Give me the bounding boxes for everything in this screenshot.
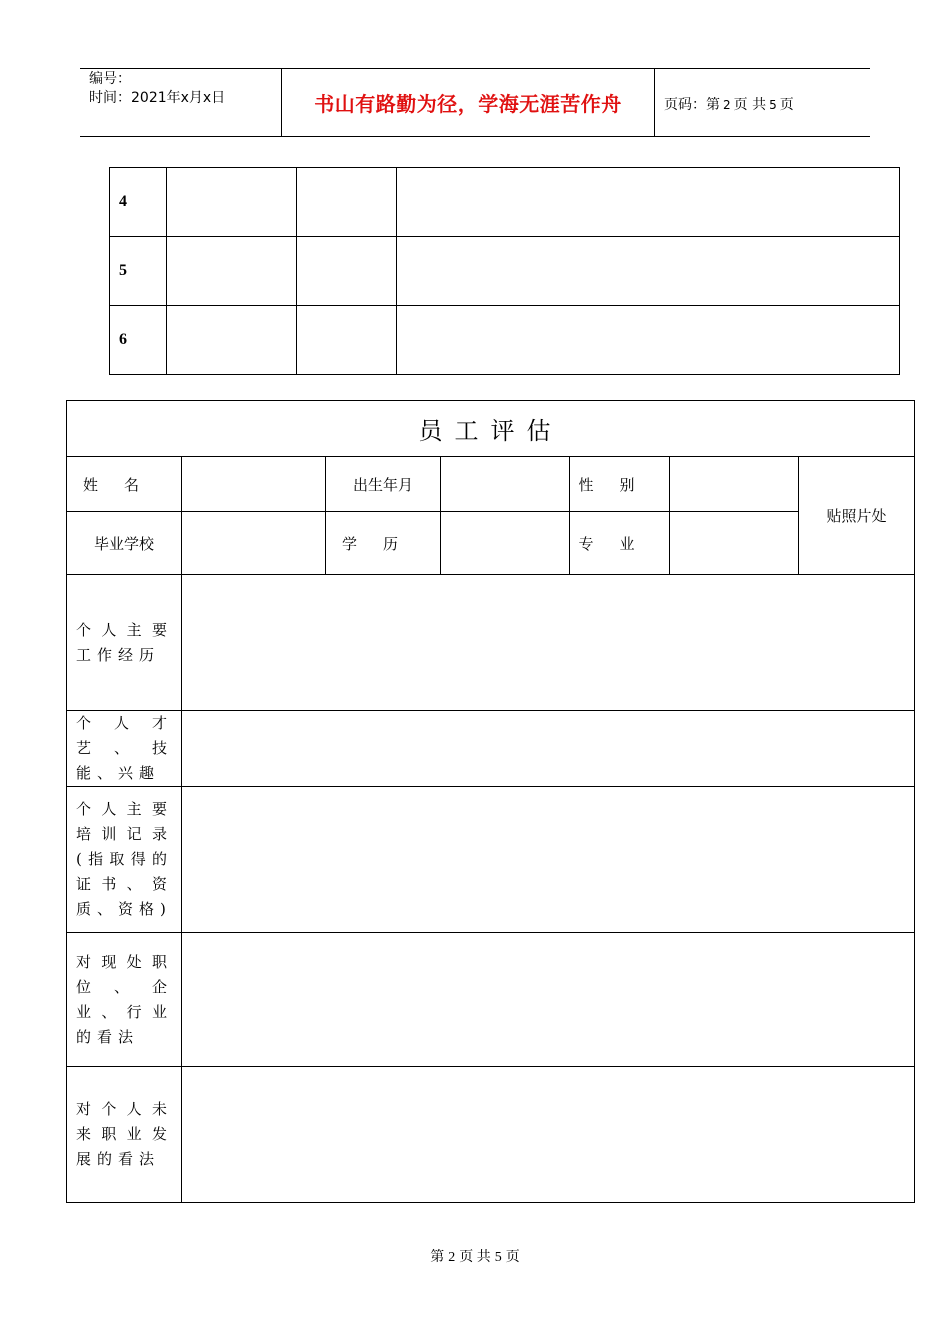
header-divider xyxy=(654,69,655,136)
footer-current: 2 xyxy=(448,1250,456,1265)
training-note: (指取得的证书、资质、资格) xyxy=(76,850,173,918)
table-cell[interactable] xyxy=(297,237,397,306)
birth-field[interactable] xyxy=(441,457,570,512)
form-title: 员工评估 xyxy=(67,401,915,457)
education-field[interactable] xyxy=(441,512,570,575)
header-motto: 书山有路勤为径，学海无涯苦作舟 xyxy=(314,92,622,116)
row-number: 5 xyxy=(110,237,167,306)
footer-total: 5 xyxy=(494,1250,502,1265)
table-row xyxy=(110,237,900,306)
future-label: 对个人未来职业发展的看法 xyxy=(67,1067,182,1203)
continued-table xyxy=(109,167,900,375)
page-current: 2 xyxy=(723,98,731,112)
footer-mid: 页 共 xyxy=(459,1250,491,1265)
employee-evaluation-form xyxy=(66,400,915,1203)
school-field[interactable] xyxy=(182,512,326,575)
table-cell[interactable] xyxy=(167,168,297,237)
training-label-cell xyxy=(67,787,182,933)
time-label: 时间：2021年x月x日 xyxy=(89,90,226,106)
table-cell[interactable] xyxy=(297,306,397,375)
header-page-info xyxy=(664,94,794,114)
table-cell[interactable] xyxy=(397,168,900,237)
number-label: 编号： xyxy=(89,71,131,87)
photo-placeholder[interactable]: 贴照片处 xyxy=(799,457,915,575)
table-row xyxy=(110,168,900,237)
major-label: 专业 xyxy=(570,512,670,575)
work-history-field[interactable] xyxy=(182,575,915,711)
opinion-label: 对现处职位、企业、行业的看法 xyxy=(67,933,182,1067)
page-mid: 页 共 xyxy=(733,97,767,113)
footer-prefix: 第 xyxy=(430,1250,445,1265)
page-prefix: 页码：第 xyxy=(664,97,720,113)
table-cell[interactable] xyxy=(397,237,900,306)
table-cell[interactable] xyxy=(297,168,397,237)
page-footer xyxy=(0,1246,950,1266)
footer-suffix: 页 xyxy=(505,1250,520,1265)
table-cell[interactable] xyxy=(397,306,900,375)
header-top-rule xyxy=(80,68,870,69)
birth-label: 出生年月 xyxy=(326,457,441,512)
row-number: 4 xyxy=(110,168,167,237)
page-suffix: 页 xyxy=(779,97,794,113)
table-cell[interactable] xyxy=(167,237,297,306)
education-label: 学历 xyxy=(326,512,441,575)
major-field[interactable] xyxy=(670,512,799,575)
school-label: 毕业学校 xyxy=(67,512,182,575)
talent-label: 个人才艺、技能、兴趣 xyxy=(67,711,182,787)
table-row xyxy=(110,306,900,375)
row-number: 6 xyxy=(110,306,167,375)
name-label: 姓名 xyxy=(67,457,182,512)
header-meta xyxy=(89,70,225,108)
page-total: 5 xyxy=(769,98,777,112)
training-label: 个人主要培训记录 xyxy=(76,800,173,843)
opinion-field[interactable] xyxy=(182,933,915,1067)
table-cell[interactable] xyxy=(167,306,297,375)
work-history-label: 个人主要工作经历 xyxy=(67,575,182,711)
talent-field[interactable] xyxy=(182,711,915,787)
gender-label: 性别 xyxy=(570,457,670,512)
name-field[interactable] xyxy=(182,457,326,512)
training-field[interactable] xyxy=(182,787,915,933)
header-bottom-rule xyxy=(80,136,870,137)
future-field[interactable] xyxy=(182,1067,915,1203)
gender-field[interactable] xyxy=(670,457,799,512)
